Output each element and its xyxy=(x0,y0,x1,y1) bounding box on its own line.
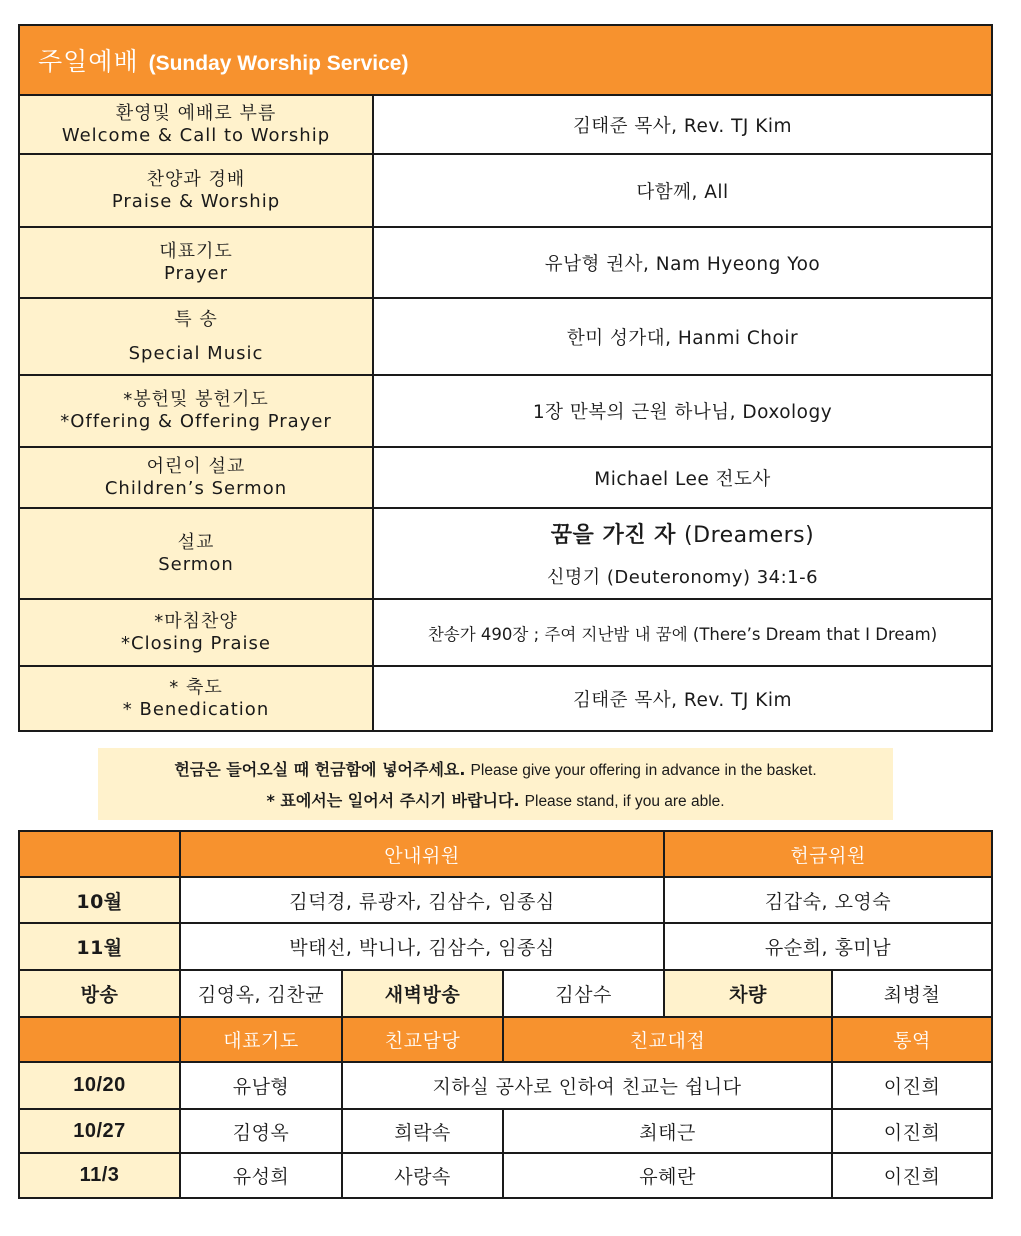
notice-en: Please give your offering in advance in the basket. xyxy=(470,762,817,779)
sermon-title xyxy=(374,518,991,549)
broadcast-names: 김영옥, 김찬균 xyxy=(180,970,342,1017)
order-value: 1장 만복의 근원 하나님, Doxology xyxy=(373,375,992,447)
interpret-name: 이진희 xyxy=(832,1153,992,1198)
label-en: * Benedication xyxy=(122,698,270,720)
label-ko: 특 송 xyxy=(174,308,218,330)
label-ko: 설교 xyxy=(177,531,215,553)
order-value: 찬송가 490장 ; 주여 지난밤 내 꿈에 (There’s Dream that I Dream) xyxy=(373,599,992,666)
fellowship-note: 지하실 공사로 인하여 친교는 쉽니다 xyxy=(342,1062,832,1109)
fellowship-charge-name: 희락속 xyxy=(342,1109,503,1153)
prayer-name: 유남형 xyxy=(180,1062,342,1109)
interpret-header: 통역 xyxy=(832,1017,992,1062)
order-label xyxy=(19,508,373,599)
corner-cell xyxy=(19,831,180,877)
dawn-broadcast-label: 새벽방송 xyxy=(342,970,503,1017)
order-label xyxy=(19,375,373,447)
fellowship-serve-name: 최태근 xyxy=(503,1109,832,1153)
date-label: 11/3 xyxy=(19,1153,180,1198)
order-label xyxy=(19,599,373,666)
label-en: Sermon xyxy=(158,553,234,575)
prayer-name: 김영옥 xyxy=(180,1109,342,1153)
vehicle-label: 차량 xyxy=(664,970,832,1017)
vehicle-name: 최병철 xyxy=(832,970,992,1017)
order-label xyxy=(19,227,373,298)
fellowship-charge-name: 사랑속 xyxy=(342,1153,503,1198)
label-ko: 대표기도 xyxy=(159,240,233,262)
label-en: Praise & Worship xyxy=(111,190,281,212)
offering-names: 김갑숙, 오영숙 xyxy=(664,877,992,923)
date-label: 10/27 xyxy=(19,1109,180,1153)
label-en: *Closing Praise xyxy=(121,632,271,654)
notice-ko: * 표에서는 일어서 주시기 바랍니다. xyxy=(266,791,520,810)
fellowship-serve-header: 친교대접 xyxy=(503,1017,832,1062)
offering-notice xyxy=(98,748,893,820)
label-en: *Offering & Offering Prayer xyxy=(60,411,332,432)
order-value: 한미 성가대, Hanmi Choir xyxy=(373,298,992,375)
label-en: Children’s Sermon xyxy=(104,477,288,499)
label-en: Special Music xyxy=(128,342,264,364)
dawn-broadcast-name: 김삼수 xyxy=(503,970,664,1017)
label-ko: 어린이 설교 xyxy=(146,455,246,477)
month-label: 11월 xyxy=(19,923,180,970)
ushers-names: 박태선, 박니나, 김삼수, 임종심 xyxy=(180,923,664,970)
sermon-scripture: 신명기 (Deuteronomy) 34:1-6 xyxy=(546,567,819,588)
order-value: 김태준 목사, Rev. TJ Kim xyxy=(373,666,992,731)
notice-en: Please stand, if you are able. xyxy=(524,793,725,810)
ushers-header: 안내위원 xyxy=(180,831,664,877)
label-ko: 찬양과 경배 xyxy=(146,168,246,190)
ushers-names: 김덕경, 류광자, 김삼수, 임종심 xyxy=(180,877,664,923)
order-value: 김태준 목사, Rev. TJ Kim xyxy=(373,95,992,154)
order-label xyxy=(19,154,373,227)
order-label xyxy=(19,95,373,154)
notice-ko: 헌금은 들어오실 때 헌금함에 넣어주세요. xyxy=(174,760,466,779)
duty-roster-table xyxy=(18,830,993,1199)
worship-title-ko: 주일예배 xyxy=(38,47,139,76)
label-ko: * 축도 xyxy=(169,676,223,698)
label-ko: 환영및 예배로 부름 xyxy=(115,102,277,124)
label-ko: *마침찬양 xyxy=(154,610,238,632)
notice-line xyxy=(98,755,893,786)
prayer-header: 대표기도 xyxy=(180,1017,342,1062)
offering-names: 유순희, 홍미남 xyxy=(664,923,992,970)
offering-header: 헌금위원 xyxy=(664,831,992,877)
fellowship-serve-name: 유혜란 xyxy=(503,1153,832,1198)
label-ko: *봉헌및 봉헌기도 xyxy=(123,389,269,410)
order-value: 유남형 권사, Nam Hyeong Yoo xyxy=(373,227,992,298)
order-label xyxy=(19,298,373,375)
broadcast-label: 방송 xyxy=(19,970,180,1017)
month-label: 10월 xyxy=(19,877,180,923)
interpret-name: 이진희 xyxy=(832,1062,992,1109)
worship-header xyxy=(19,25,992,95)
date-label: 10/20 xyxy=(19,1062,180,1109)
order-value: 다함께, All xyxy=(373,154,992,227)
order-value: Michael Lee 전도사 xyxy=(373,447,992,508)
worship-title-en: (Sunday Worship Service) xyxy=(148,52,409,75)
order-label xyxy=(19,666,373,731)
corner-cell xyxy=(19,1017,180,1062)
label-en: Welcome & Call to Worship xyxy=(61,124,331,146)
sermon-title-en: (Dreamers) xyxy=(684,523,815,548)
order-label xyxy=(19,447,373,508)
fellowship-charge-header: 친교담당 xyxy=(342,1017,503,1062)
worship-order-table xyxy=(18,24,993,732)
interpret-name: 이진희 xyxy=(832,1109,992,1153)
label-en: Prayer xyxy=(163,262,229,284)
sermon-value xyxy=(373,508,992,599)
sermon-title-ko: 꿈을 가진 자 xyxy=(550,523,676,548)
prayer-name: 유성희 xyxy=(180,1153,342,1198)
notice-line xyxy=(98,786,893,817)
